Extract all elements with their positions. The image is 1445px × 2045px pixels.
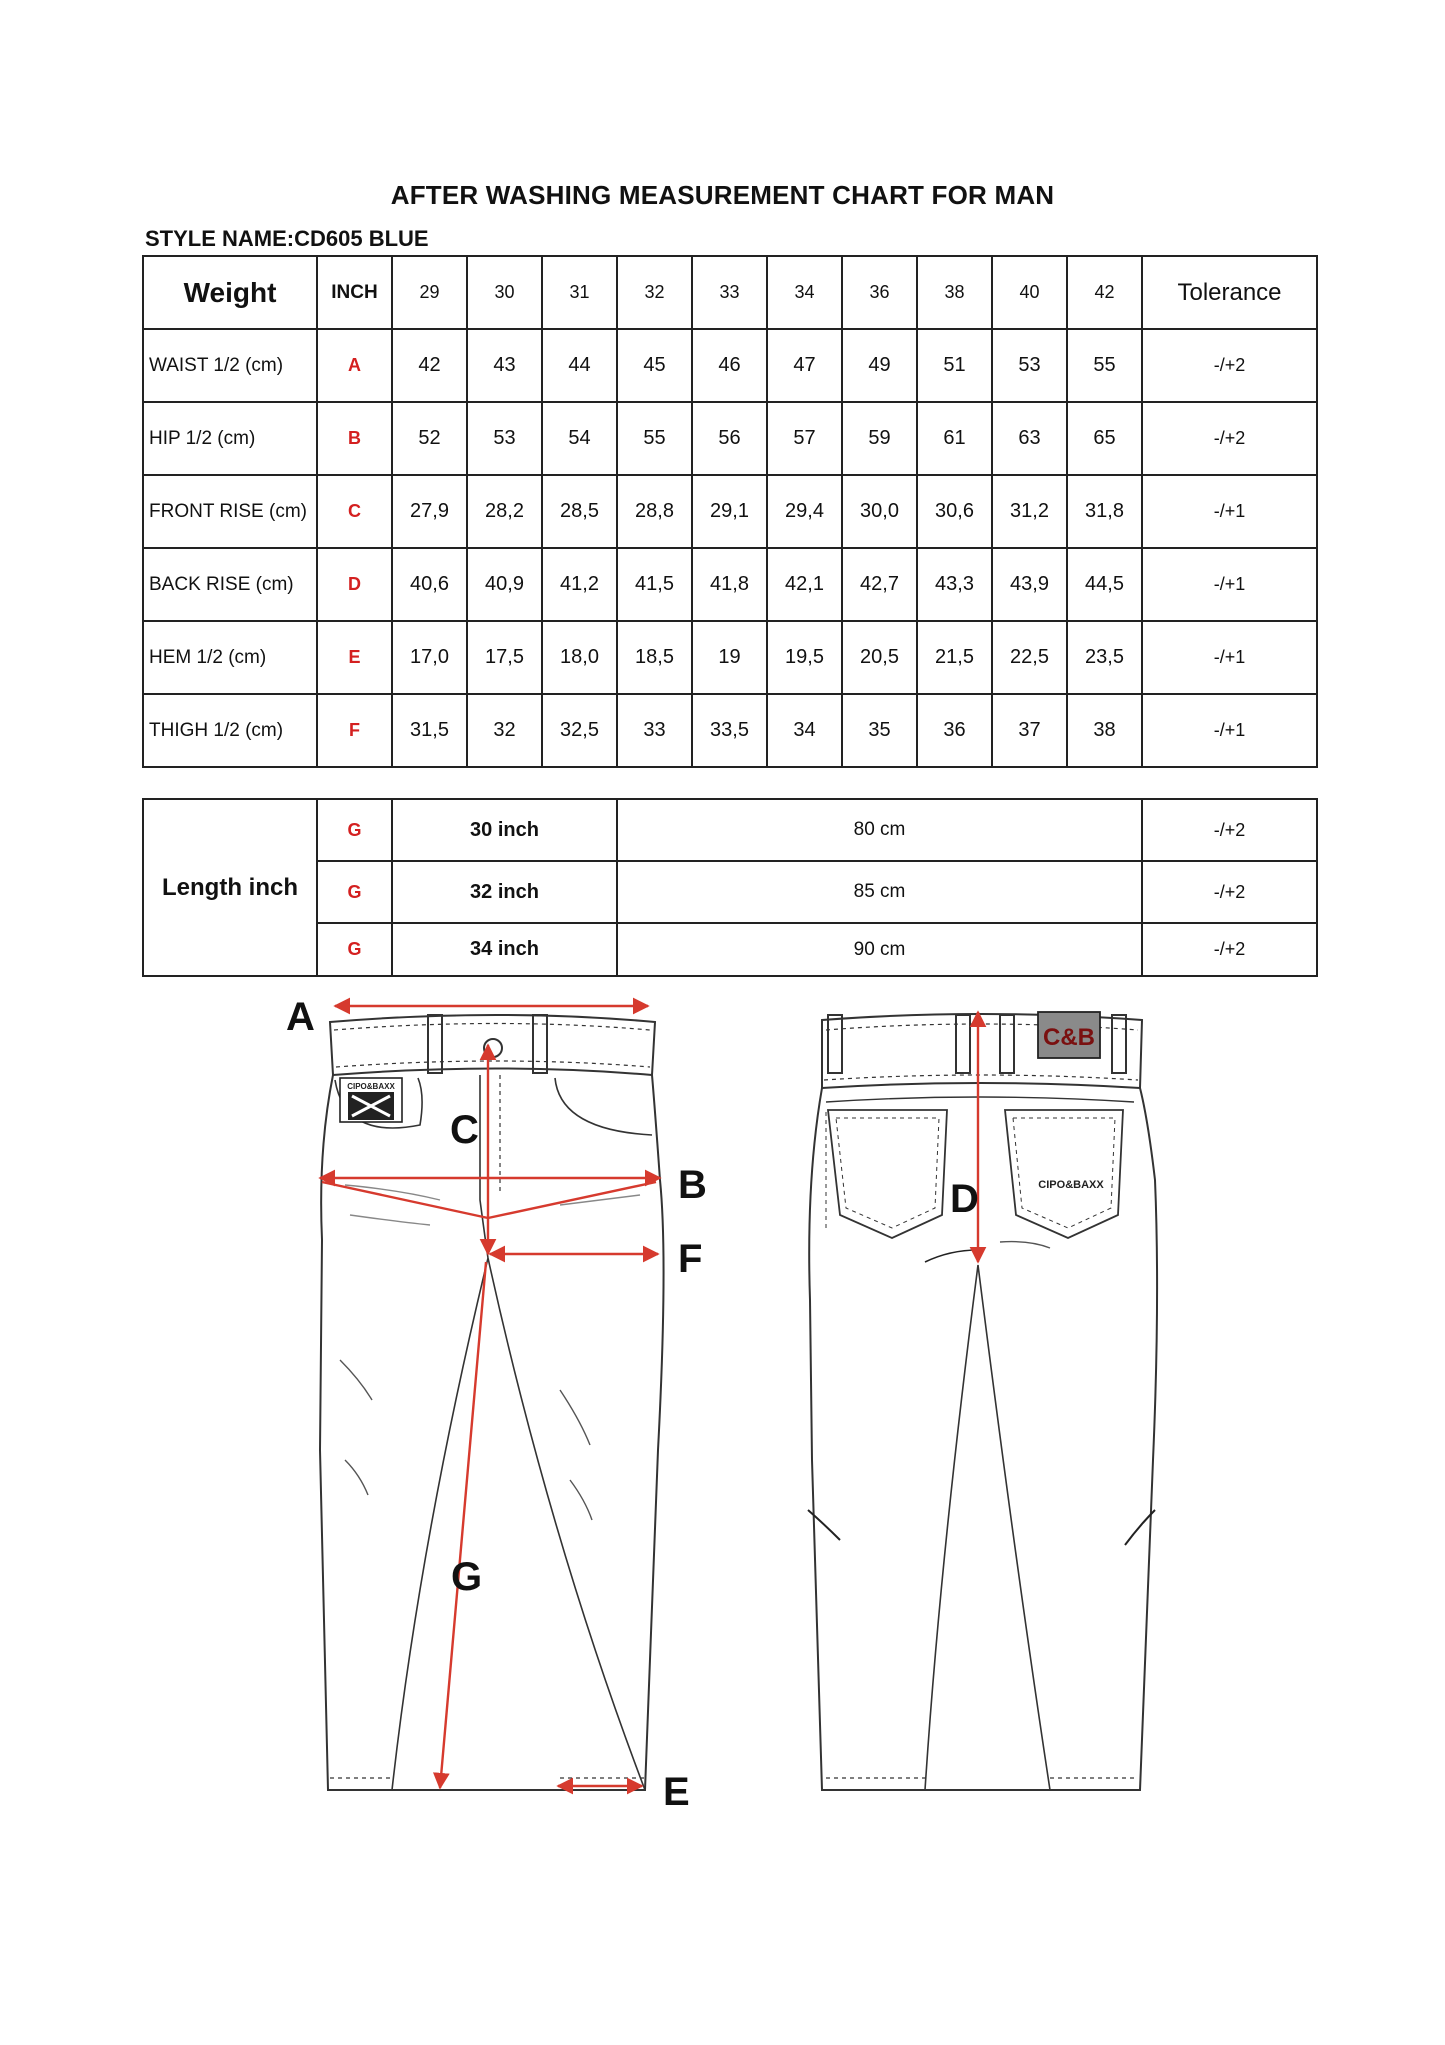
measurement-value: 42 <box>392 329 467 402</box>
measurement-value: 51 <box>917 329 992 402</box>
measurement-value: 40,6 <box>392 548 467 621</box>
size-header: 34 <box>767 256 842 329</box>
fabric-wrinkle <box>560 1390 590 1445</box>
measurement-value: 29,4 <box>767 475 842 548</box>
tolerance-value: -/+2 <box>1142 329 1317 402</box>
letter-g: G <box>451 1555 483 1599</box>
tolerance-value: -/+1 <box>1142 694 1317 767</box>
length-cm-value: 90 cm <box>617 923 1142 976</box>
measurement-label: HIP 1/2 (cm) <box>143 402 317 475</box>
measurement-value: 30,0 <box>842 475 917 548</box>
size-header: 30 <box>467 256 542 329</box>
measurement-value: 47 <box>767 329 842 402</box>
tolerance-value: -/+2 <box>1142 861 1317 923</box>
tolerance-value: -/+1 <box>1142 475 1317 548</box>
measurement-value: 20,5 <box>842 621 917 694</box>
measurement-value: 17,0 <box>392 621 467 694</box>
belt-loop <box>828 1015 842 1073</box>
measurement-value: 49 <box>842 329 917 402</box>
letter-b: B <box>678 1163 707 1207</box>
measurement-value: 30,6 <box>917 475 992 548</box>
measurement-value: 37 <box>992 694 1067 767</box>
size-header: 33 <box>692 256 767 329</box>
back-pocket-label: CIPO&BAXX <box>1038 1179 1104 1191</box>
measurement-value: 53 <box>467 402 542 475</box>
measurement-value: 34 <box>767 694 842 767</box>
chart-title: AFTER WASHING MEASUREMENT CHART FOR MAN <box>390 180 1055 210</box>
measurement-value: 43 <box>467 329 542 402</box>
measurement-value: 35 <box>842 694 917 767</box>
front-pocket-logo <box>340 1078 402 1122</box>
back-patch-label: C&B <box>1043 1024 1095 1051</box>
size-header: 40 <box>992 256 1067 329</box>
front-pocket-label: CIPO&BAXX <box>347 1082 395 1091</box>
measurement-label: BACK RISE (cm) <box>143 548 317 621</box>
measurement-value: 19,5 <box>767 621 842 694</box>
measurement-code: D <box>317 548 392 621</box>
front-body-outline <box>320 1075 664 1790</box>
measurement-value: 28,2 <box>467 475 542 548</box>
measurement-value: 52 <box>392 402 467 475</box>
measurement-code: G <box>317 799 392 861</box>
measurement-value: 53 <box>992 329 1067 402</box>
length-cm-value: 85 cm <box>617 861 1142 923</box>
back-inseam <box>925 1265 1050 1790</box>
back-patch-logo <box>1038 1012 1100 1058</box>
tolerance-header: Tolerance <box>1142 256 1317 329</box>
tolerance-value: -/+2 <box>1142 402 1317 475</box>
measurement-value: 56 <box>692 402 767 475</box>
measurement-value: 32,5 <box>542 694 617 767</box>
size-header: 42 <box>1067 256 1142 329</box>
measurement-label: WAIST 1/2 (cm) <box>143 329 317 402</box>
tolerance-value: -/+1 <box>1142 621 1317 694</box>
hip-arrow-right-diag <box>488 1182 656 1218</box>
measurement-value: 28,5 <box>542 475 617 548</box>
back-right-pocket-stitching <box>1013 1118 1115 1228</box>
letter-d: D <box>950 1177 979 1221</box>
front-right-pocket <box>555 1078 652 1135</box>
back-yoke <box>826 1097 1134 1102</box>
measurement-value: 65 <box>1067 402 1142 475</box>
tolerance-value: -/+1 <box>1142 548 1317 621</box>
front-inseam <box>392 1258 645 1790</box>
inseam-arrow <box>440 1262 486 1788</box>
measurement-value: 63 <box>992 402 1067 475</box>
measurement-value: 57 <box>767 402 842 475</box>
measurement-code: B <box>317 402 392 475</box>
measurement-value: 22,5 <box>992 621 1067 694</box>
measurement-code: G <box>317 861 392 923</box>
size-header: 38 <box>917 256 992 329</box>
measurement-value: 59 <box>842 402 917 475</box>
measurement-value: 21,5 <box>917 621 992 694</box>
jeans-front-view <box>320 1015 664 1790</box>
fabric-wrinkle <box>808 1510 840 1540</box>
fabric-wrinkle <box>340 1360 372 1400</box>
measurement-value: 38 <box>1067 694 1142 767</box>
measurement-value: 54 <box>542 402 617 475</box>
front-waistband <box>330 1015 655 1075</box>
measurement-value: 33,5 <box>692 694 767 767</box>
fabric-wrinkle <box>350 1215 430 1225</box>
length-cm-value: 80 cm <box>617 799 1142 861</box>
fabric-wrinkle <box>1000 1242 1050 1248</box>
measurement-value: 43,3 <box>917 548 992 621</box>
measurement-value: 31,8 <box>1067 475 1142 548</box>
measurement-value: 23,5 <box>1067 621 1142 694</box>
size-header: 36 <box>842 256 917 329</box>
measurement-value: 27,9 <box>392 475 467 548</box>
length-inch-value: 32 inch <box>392 861 617 923</box>
front-button <box>484 1039 502 1057</box>
belt-loop <box>428 1015 442 1073</box>
measurement-code: F <box>317 694 392 767</box>
tolerance-value: -/+2 <box>1142 799 1317 861</box>
letter-f: F <box>678 1237 703 1281</box>
weight-header: Weight <box>143 256 317 329</box>
measurement-code: A <box>317 329 392 402</box>
length-inch-value: 30 inch <box>392 799 617 861</box>
tolerance-value: -/+2 <box>1142 923 1317 976</box>
back-left-pocket-stitching <box>836 1118 939 1228</box>
size-header: 32 <box>617 256 692 329</box>
measurement-value: 18,0 <box>542 621 617 694</box>
size-header: 29 <box>392 256 467 329</box>
hip-arrow-left-diag <box>322 1182 488 1218</box>
measurement-value: 41,2 <box>542 548 617 621</box>
measurement-value: 31,5 <box>392 694 467 767</box>
style-name: STYLE NAME:CD605 BLUE <box>145 226 429 251</box>
length-inch-value: 34 inch <box>392 923 617 976</box>
measurement-value: 42,7 <box>842 548 917 621</box>
measurement-value: 45 <box>617 329 692 402</box>
fabric-wrinkle <box>925 1250 978 1262</box>
measurement-value: 55 <box>1067 329 1142 402</box>
back-left-pocket <box>828 1110 947 1238</box>
measurement-value: 36 <box>917 694 992 767</box>
measurement-value: 17,5 <box>467 621 542 694</box>
measurement-value: 42,1 <box>767 548 842 621</box>
measurement-value: 28,8 <box>617 475 692 548</box>
measurement-code: E <box>317 621 392 694</box>
measurement-value: 43,9 <box>992 548 1067 621</box>
waistband-stitching <box>334 1024 650 1031</box>
measurement-value: 55 <box>617 402 692 475</box>
measurement-code: C <box>317 475 392 548</box>
length-label: Length inch <box>143 799 317 976</box>
measurement-value: 40,9 <box>467 548 542 621</box>
measurement-value: 33 <box>617 694 692 767</box>
letter-a: A <box>286 995 315 1039</box>
measurement-code: G <box>317 923 392 976</box>
jeans-back-view <box>808 1014 1157 1790</box>
measurement-value: 31,2 <box>992 475 1067 548</box>
measurement-label: THIGH 1/2 (cm) <box>143 694 317 767</box>
letter-c: C <box>450 1108 479 1152</box>
letter-e: E <box>663 1770 690 1814</box>
inch-header: INCH <box>317 256 392 329</box>
measurement-label: HEM 1/2 (cm) <box>143 621 317 694</box>
measurement-value: 44,5 <box>1067 548 1142 621</box>
front-measurement-arrows <box>320 1006 660 1788</box>
back-right-pocket <box>1005 1110 1123 1238</box>
measurement-value: 61 <box>917 402 992 475</box>
belt-loop <box>1112 1015 1126 1073</box>
fabric-wrinkle <box>570 1480 592 1520</box>
measurement-value: 29,1 <box>692 475 767 548</box>
measurement-value: 41,8 <box>692 548 767 621</box>
measurement-value: 18,5 <box>617 621 692 694</box>
size-header: 31 <box>542 256 617 329</box>
measurement-value: 32 <box>467 694 542 767</box>
back-body-outline <box>809 1088 1157 1790</box>
measurement-label: FRONT RISE (cm) <box>143 475 317 548</box>
waistband-stitching <box>336 1061 650 1067</box>
fabric-wrinkle <box>345 1460 368 1495</box>
waistband-stitching <box>824 1075 1138 1080</box>
measurement-value: 46 <box>692 329 767 402</box>
measurement-value: 41,5 <box>617 548 692 621</box>
measurement-value: 19 <box>692 621 767 694</box>
measurement-value: 44 <box>542 329 617 402</box>
